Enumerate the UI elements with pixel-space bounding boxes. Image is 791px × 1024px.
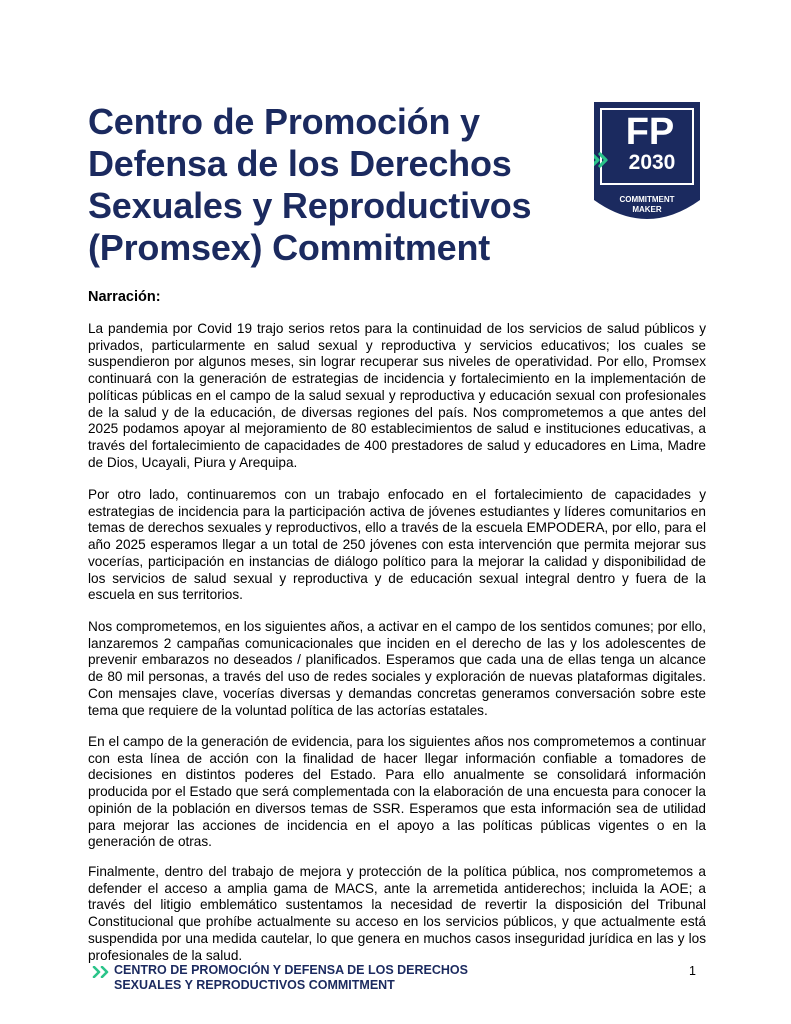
document-title: Centro de Promoción y Defensa de los Derechos Sexuales y Reproductivos (Promsex) Commitment [88,101,532,268]
section-heading-narracion: Narración: [88,289,161,305]
badge-commitment-text: COMMITMENT [619,195,675,204]
footer-title-line-2: SEXUALES Y REPRODUCTIVOS COMMITMENT [114,978,395,992]
paragraph-3: Nos comprometemos, en los siguientes años, a activar en el campo de los sentidos comunes; por ello, lanzaremos 2 campañas comunicacionales que inciden en el derecho de las y los adolescentes de prevenir embarazos no deseados / planificados. Esperamos que cada una de ellas tenga un alcance de 80 mil personas, a través del uso de redes sociales y exploración de nuevas plataformas digitales. Con mensajes clave, vocerías diversas y demandas concretas generamos conversación sobre este tema que requiere de la voluntad política de las actorías estatales. [88,619,706,718]
page-footer [92,963,712,995]
paragraph-2: Por otro lado, continuaremos con un trabajo enfocado en el fortalecimiento de capacidades y estrategias de incidencia para la participación activa de jóvenes estudiantes y líderes comunitarios en temas de derechos sexuales y reproductivos, ello a través de la escuela EMPODERA, por ello, para el año 2025 esperamos llegar a un total de 250 jóvenes con esta intervención que permita mejorar sus vocerías, participación en instancias de diálogo político para la mejorar la calidad y disponibilidad de los servicios de salud sexual y reproductiva y de educación sexual integral dentro y fuera de la escuela en sus territorios. [88,487,706,603]
footer-title-line-1: CENTRO DE PROMOCIÓN Y DEFENSA DE LOS DERECHOS [114,963,468,977]
double-chevron-right-icon [92,966,114,978]
fp2030-commitment-maker-badge [594,102,700,228]
paragraph-5: Finalmente, dentro del trabajo de mejora y protección de la política pública, nos comprometemos a defender el acceso a amplia gama de MACS, ante la arremetida antiderechos; incluida la AOE; a través del litigio emblemático sustentamos la necesidad de revertir la disposición del Tribunal Constitucional que prohíbe actualmente su acceso en los servicios públicos, y que actualmente está suspendida por una medida cautelar, lo que genera en muchos casos inseguridad jurídica en las y los profesionales de la salud. [88,864,706,963]
footer-title [114,963,468,993]
badge-2030-text: 2030 [628,151,676,174]
page-number: 1 [689,964,696,978]
paragraph-4: En el campo de la generación de evidencia, para los siguientes años nos comprometemos a continuar con esta línea de acción con la finalidad de hacer llegar información confiable a tomadores de decisiones en distintos poderes del Estado. Para ello anualmente se consolidará información producida por el Estado que será complementada con la elaboración de una encuesta para conocer la opinión de la población en diversos temas de SSR. Esperamos que esta información sea de utilidad para mejorar las acciones de incidencia en el apoyo a las políticas públicas vigentes o en la generación de otras. [88,734,706,850]
badge-maker-text: MAKER [632,205,662,214]
paragraph-1: La pandemia por Covid 19 trajo serios retos para la continuidad de los servicios de salud públicos y privados, particularmente en salud sexual y reproductiva y servicios educativos; los cuales se suspendieron por algunos meses, sin lograr recuperar sus niveles de operatividad. Por ello, Promsex continuará con la generación de estrategias de incidencia y fortalecimiento en la implementación de políticas públicas en el campo de la salud sexual y reproductiva y educación sexual con profesionales de la salud y de la educación, de diversas regiones del país. Nos comprometemos a que antes del 2025 podamos apoyar al mejoramiento de 80 establecimientos de salud e instituciones educativas, a través del fortalecimiento de capacidades de 400 prestadores de salud y educadores en Lima, Madre de Dios, Ucayali, Piura y Arequipa. [88,321,706,470]
badge-fp-text: FP [625,111,675,153]
